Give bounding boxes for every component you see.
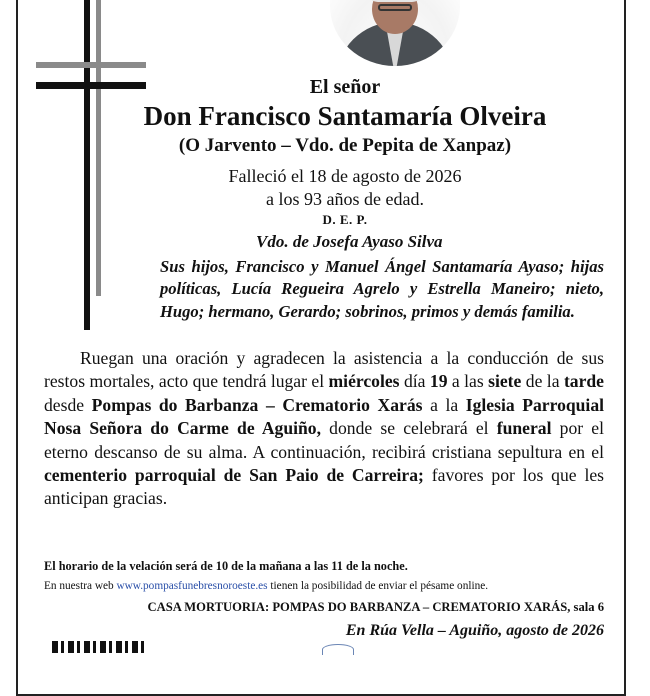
- day-number: 19: [429, 371, 448, 392]
- widower-line: Vdo. de Josefa Ayaso Silva: [256, 232, 443, 251]
- time-of-day: tarde: [563, 371, 604, 392]
- website-link[interactable]: www.pompasfunebresnoroeste.es: [116, 580, 268, 593]
- funeral-word: funeral: [496, 418, 552, 439]
- funeral-home: CASA MORTUORIA: POMPAS DO BARBANZA – CREMATORIO XARÁS, sala 6: [147, 599, 604, 614]
- hour: siete: [488, 371, 522, 392]
- qr-code-icon[interactable]: [52, 641, 148, 653]
- origin-place: Pompas do Barbanza – Crematorio Xarás: [91, 394, 423, 415]
- cemetery-name: cementerio parroquial de San Paio de Carreira;: [44, 465, 424, 486]
- place-date: En Rúa Vella – Aguiño, agosto de 2026: [345, 622, 604, 639]
- intro-title: El señor: [309, 76, 381, 98]
- deceased-alias: (O Jarvento – Vdo. de Pepita de Xanpaz): [178, 135, 512, 156]
- family-list: Sus hijos, Francisco y Manuel Ángel Santamaría Ayaso; hijas políticas, Lucía Regueira Agrelo y Estrella Maneiro; nieto, Hugo; hermano, Gerardo; sobrinos, primos y demás familia.: [160, 257, 604, 321]
- web-notice: En nuestra web www.pompasfunebresnoroeste.es tienen la posibilidad de enviar el pésame online.: [44, 580, 489, 593]
- age-line: a los 93 años de edad.: [266, 189, 424, 209]
- wake-schedule: El horario de la velación será de 10 de la mañana a las 11 de la noche.: [44, 559, 408, 574]
- dep-abbrev: D. E. P.: [322, 212, 368, 227]
- church-name: Iglesia Parroquial Nosa Señora do Carme de Aguiño,: [44, 394, 605, 439]
- deceased-portrait: [330, 0, 460, 66]
- ceremony-text: Ruegan una oración y agradecen la asistencia a la conducción de sus restos mortales, acto que tendrá lugar el miércoles día 19 a las siete de la tarde desde Pompas do Barbanza – Crematorio Xarás a la Iglesia Parroquial Nosa Señora do Carme de Aguiño, donde se celebrará el funeral por el eterno descanso de su alma. A continuación, recibirá cristiana sepultura en el cementerio parroquial de San Paio de Carreira; favores por los que les anticipan gracias.: [44, 348, 605, 509]
- deceased-name: Don Francisco Santamaría Olveira: [143, 101, 547, 131]
- day-name: miércoles: [328, 371, 400, 392]
- death-date: Falleció el 18 de agosto de 2026: [228, 166, 462, 186]
